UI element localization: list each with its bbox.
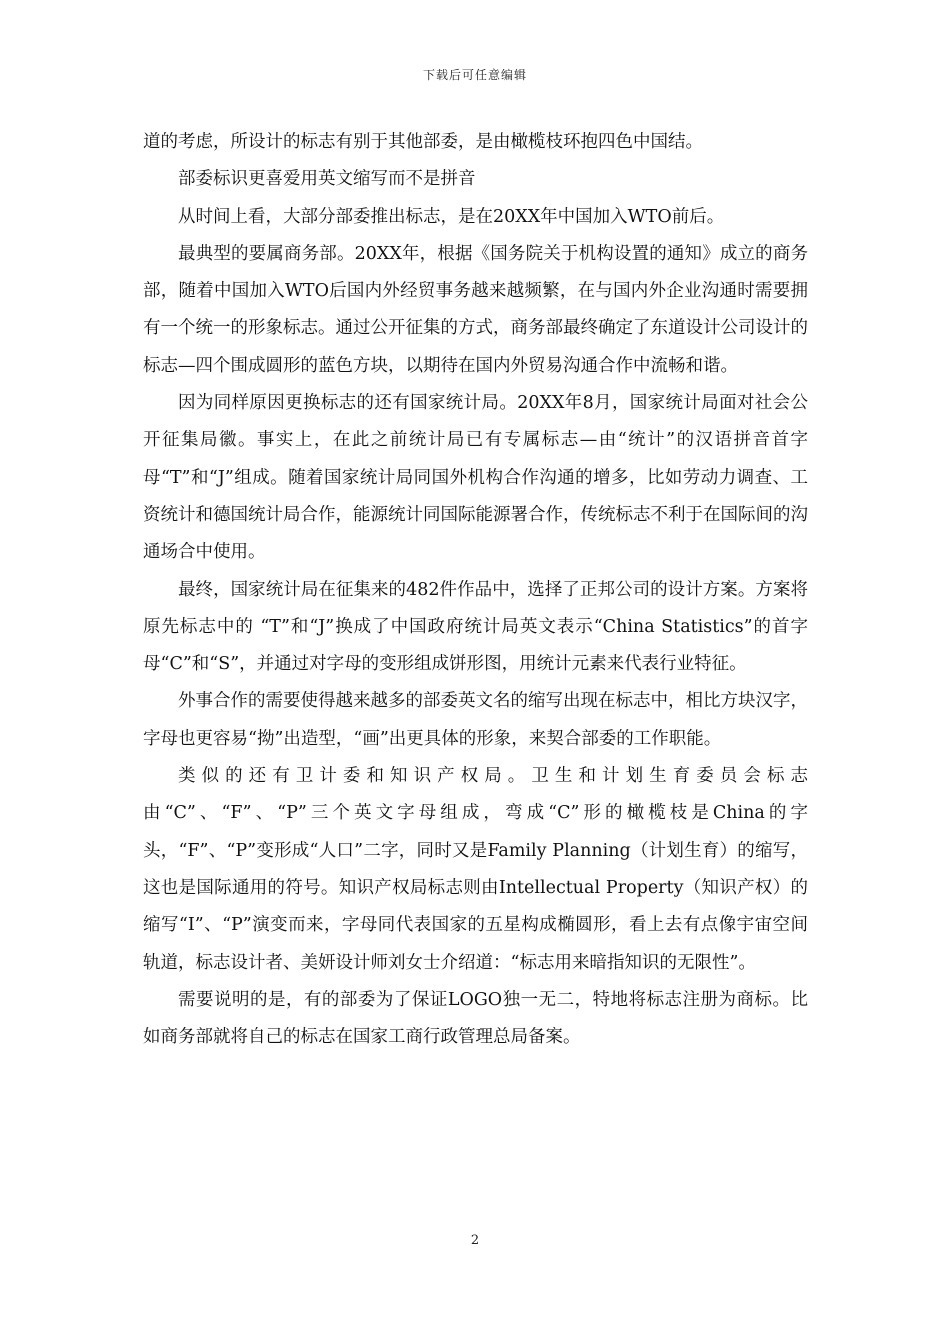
paragraph: 因为同样原因更换标志的还有国家统计局。20XX年8月，国家统计局面对社会公开征集局徽。事实上，在此之前统计局已有专属标志—由“统计”的汉语拼音首字母“T”和“J”组成。随着国家统计局同国外机构合作沟通的增多，比如劳动力调查、工资统计和德国统计局合作，能源统计同国际能源署合作，传统标志不利于在国际间的沟通场合中使用。 (143, 393, 808, 563)
paragraph: 最典型的要属商务部。20XX年，根据《国务院关于机构设置的通知》成立的商务部，随着中国加入WTO后国内外经贸事务越来越频繁，在与国内外企业沟通时需要拥有一个统一的形象标志。通过公开征集的方式，商务部最终确定了东道设计公司设计的标志—四个围成圆形的蓝色方块，以期待在国内外贸易沟通合作中流畅和谐。 (143, 243, 808, 376)
section-heading: 部委标识更喜爱用英文缩写而不是拼音 (178, 169, 476, 190)
paragraph: 类似的还有卫计委和知识产权局。卫生和计划生育委员会标志由“C”、“F”、“P”三个英文字母组成，弯成“C”形的橄榄枝是China的字头，“F”、“P”变形成“人口”二字，同时又是Family Planning（计划生育）的缩写，这也是国际通用的符号。知识产权局标志则由Intellectual Property（知识产权）的缩写“I”、“P”演变而来，字母同代表国家的五星构成椭圆形，看上去有点像宇宙空间轨道，标志设计者、美妍设计师刘女士介绍道：“标志用来暗指知识的无限性”。 (143, 766, 808, 973)
paragraph: 最终，国家统计局在征集来的482件作品中，选择了正邦公司的设计方案。方案将原先标志中的 “T”和“J”换成了中国政府统计局英文表示“China Statistics”的首字母“C”和“S”，并通过对字母的变形组成饼形图，用统计元素来代表行业特征。 (143, 579, 808, 675)
paragraph: 需要说明的是，有的部委为了保证LOGO独一无二，特地将标志注册为商标。比如商务部就将自己的标志在国家工商行政管理总局备案。 (143, 989, 808, 1048)
paragraph: 外事合作的需要使得越来越多的部委英文名的缩写出现在标志中，相比方块汉字，字母也更容易“拗”出造型，“画”出更具体的形象，来契合部委的工作职能。 (143, 691, 808, 749)
page-number: 2 (470, 1233, 480, 1248)
page-header: 下载后可任意编辑 (422, 68, 527, 82)
document-body (143, 124, 808, 1056)
paragraph: 从时间上看，大部分部委推出标志，是在20XX年中国加入WTO前后。 (178, 206, 725, 227)
paragraph: 道的考虑，所设计的标志有别于其他部委，是由橄榄枝环抱四色中国结。 (143, 132, 703, 152)
